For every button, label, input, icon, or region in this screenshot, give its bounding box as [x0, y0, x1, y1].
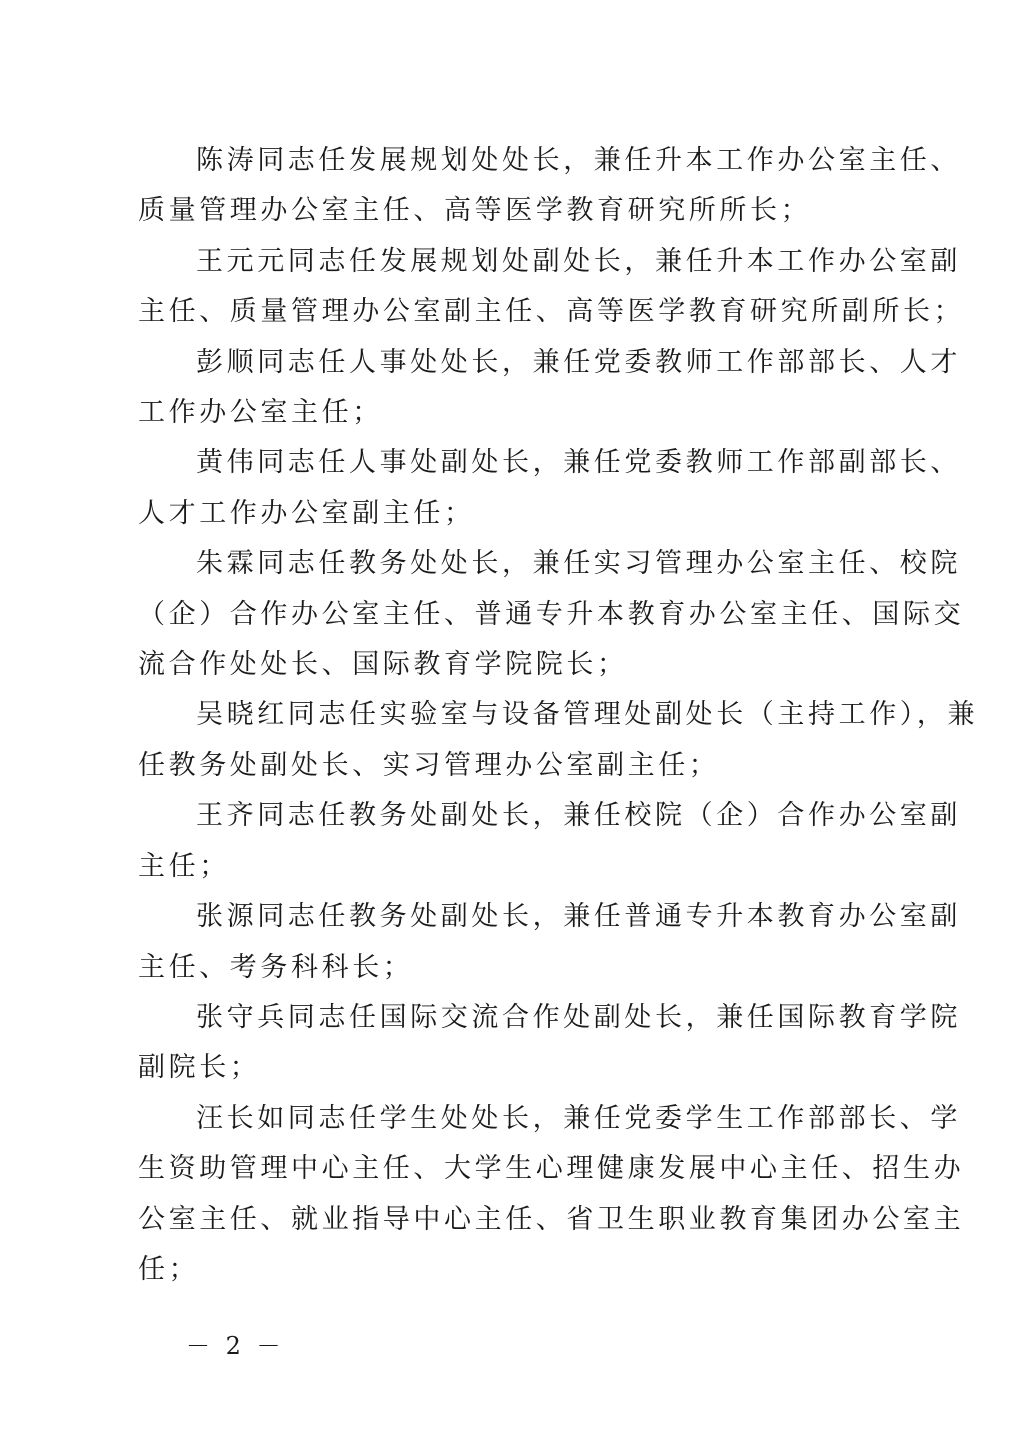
text-line: 主任、考务科科长；: [138, 951, 414, 983]
text-line: 生资助管理中心主任、大学生心理健康发展中心主任、招生办: [138, 1153, 965, 1185]
text-line: 张源同志任教务处副处长，兼任普通专升本教育办公室副: [196, 901, 961, 933]
text-line: 吴晓红同志任实验室与设备管理处副处长（主持工作），兼: [196, 699, 979, 731]
paragraph-wu-xiaohong: [138, 690, 979, 791]
paragraph-peng-shun: [138, 338, 961, 439]
text-line: 黄伟同志任人事处副处长，兼任党委教师工作部副部长、: [196, 447, 961, 479]
text-line: 汪长如同志任学生处处长，兼任党委学生工作部部长、学: [196, 1102, 961, 1134]
text-line: 流合作处处长、国际教育学院院长；: [138, 649, 628, 681]
paragraph-zhang-yuan: [138, 892, 961, 993]
paragraph-wang-changru: [138, 1094, 965, 1296]
text-line: 主任、质量管理办公室副主任、高等医学教育研究所副所长；: [138, 296, 965, 328]
text-line: 朱霖同志任教务处处长，兼任实习管理办公室主任、校院: [196, 548, 961, 580]
paragraph-wang-yuanyuan: [138, 237, 965, 338]
text-line: 王齐同志任教务处副处长，兼任校院（企）合作办公室副: [196, 800, 961, 832]
paragraph-chen-tao: [138, 136, 961, 237]
text-line: 彭顺同志任人事处处长，兼任党委教师工作部部长、人才: [196, 346, 961, 378]
paragraph-zhu-lin: [138, 539, 965, 690]
paragraph-zhang-shoubing: [138, 993, 961, 1094]
text-line: 陈涛同志任发展规划处处长，兼任升本工作办公室主任、: [196, 145, 961, 176]
text-line: 工作办公室主任；: [138, 397, 383, 429]
text-line: 主任；: [138, 850, 230, 882]
page-number: － 2 －: [186, 1332, 285, 1360]
document-body: [138, 136, 979, 1295]
text-line: 质量管理办公室主任、高等医学教育研究所所长；: [138, 195, 812, 227]
text-line: 任教务处副处长、实习管理办公室副主任；: [138, 749, 720, 781]
text-line: 人才工作办公室副主任；: [138, 497, 475, 529]
text-line: 公室主任、就业指导中心主任、省卫生职业教育集团办公室主: [138, 1203, 965, 1235]
text-line: （企）合作办公室主任、普通专升本教育办公室主任、国际交: [138, 598, 965, 630]
text-line: 王元元同志任发展规划处副处长，兼任升本工作办公室副: [196, 245, 961, 277]
text-line: 任；: [138, 1253, 200, 1285]
text-line: 张守兵同志任国际交流合作处副处长，兼任国际教育学院: [196, 1001, 961, 1033]
text-line: 副院长；: [138, 1052, 261, 1084]
paragraph-huang-wei: [138, 438, 961, 539]
paragraph-wang-qi: [138, 791, 961, 892]
